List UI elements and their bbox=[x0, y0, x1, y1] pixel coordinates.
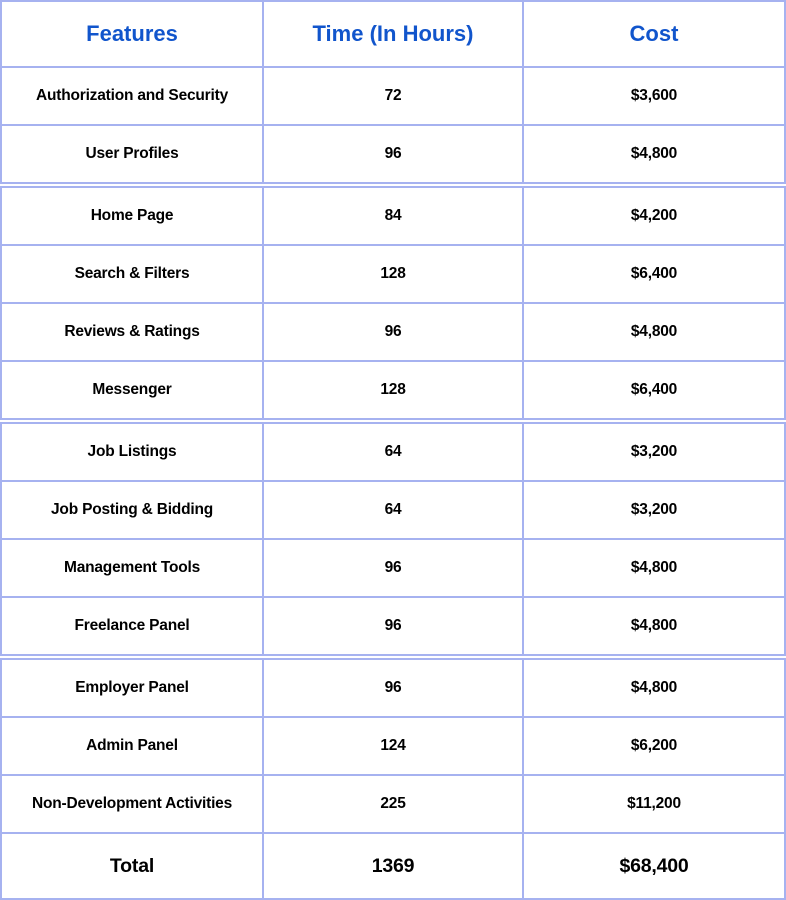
time-cell: 96 bbox=[262, 598, 522, 654]
table-row bbox=[2, 244, 784, 302]
table-row bbox=[2, 774, 784, 832]
total-time-cell: 1369 bbox=[262, 834, 522, 898]
cost-cell: $4,800 bbox=[522, 598, 784, 654]
table-row bbox=[2, 716, 784, 774]
table-row bbox=[2, 302, 784, 360]
time-cell: 225 bbox=[262, 776, 522, 832]
feature-cell: Home Page bbox=[90, 207, 174, 224]
table-section-4 bbox=[0, 658, 786, 900]
cost-cell: $6,400 bbox=[522, 362, 784, 418]
feature-cell: Freelance Panel bbox=[74, 617, 190, 634]
time-cell: 64 bbox=[262, 482, 522, 538]
time-cell: 96 bbox=[262, 304, 522, 360]
time-cell: 72 bbox=[262, 68, 522, 124]
cost-cell: $3,200 bbox=[522, 482, 784, 538]
total-cost-cell: $68,400 bbox=[522, 834, 784, 898]
time-cell: 124 bbox=[262, 718, 522, 774]
time-cell: 128 bbox=[262, 246, 522, 302]
feature-cell: Job Posting & Bidding bbox=[51, 501, 213, 518]
time-cell: 96 bbox=[262, 126, 522, 182]
table-section-3 bbox=[0, 422, 786, 656]
time-cell: 128 bbox=[262, 362, 522, 418]
time-cell: 84 bbox=[262, 188, 522, 244]
table-row bbox=[2, 124, 784, 182]
feature-cell: Reviews & Ratings bbox=[64, 323, 200, 340]
table-row bbox=[2, 660, 784, 716]
cost-cell: $11,200 bbox=[522, 776, 784, 832]
feature-cell: Search & Filters bbox=[74, 265, 190, 282]
feature-cell: Employer Panel bbox=[75, 679, 189, 696]
table-row bbox=[2, 424, 784, 480]
column-header-time: Time (In Hours) bbox=[262, 2, 522, 66]
table-row bbox=[2, 360, 784, 418]
total-row bbox=[2, 832, 784, 898]
cost-cell: $4,800 bbox=[522, 304, 784, 360]
table-section-1 bbox=[0, 0, 786, 184]
cost-cell: $6,400 bbox=[522, 246, 784, 302]
table-row bbox=[2, 538, 784, 596]
feature-cell: Non-Development Activities bbox=[31, 795, 233, 812]
cost-cell: $4,800 bbox=[522, 540, 784, 596]
feature-cell: Admin Panel bbox=[86, 737, 178, 754]
time-cell: 64 bbox=[262, 424, 522, 480]
feature-cell: Management Tools bbox=[63, 559, 201, 576]
cost-cell: $4,800 bbox=[522, 660, 784, 716]
time-cell: 96 bbox=[262, 660, 522, 716]
cost-cell: $3,600 bbox=[522, 68, 784, 124]
column-header-features: Features bbox=[86, 21, 178, 46]
table-row bbox=[2, 66, 784, 124]
feature-cell: Messenger bbox=[92, 381, 172, 398]
cost-cell: $3,200 bbox=[522, 424, 784, 480]
time-cell: 96 bbox=[262, 540, 522, 596]
total-label-cell: Total bbox=[109, 854, 155, 877]
feature-cell: User Profiles bbox=[85, 145, 179, 162]
table-row bbox=[2, 596, 784, 654]
cost-cell: $4,800 bbox=[522, 126, 784, 182]
feature-cell: Job Listings bbox=[87, 443, 177, 460]
feature-cell: Authorization and Security bbox=[35, 87, 228, 104]
column-header-cost: Cost bbox=[522, 2, 784, 66]
table-row bbox=[2, 480, 784, 538]
cost-cell: $4,200 bbox=[522, 188, 784, 244]
table-row bbox=[2, 188, 784, 244]
cost-cell: $6,200 bbox=[522, 718, 784, 774]
table-section-2 bbox=[0, 186, 786, 420]
table-header-row bbox=[2, 2, 784, 66]
